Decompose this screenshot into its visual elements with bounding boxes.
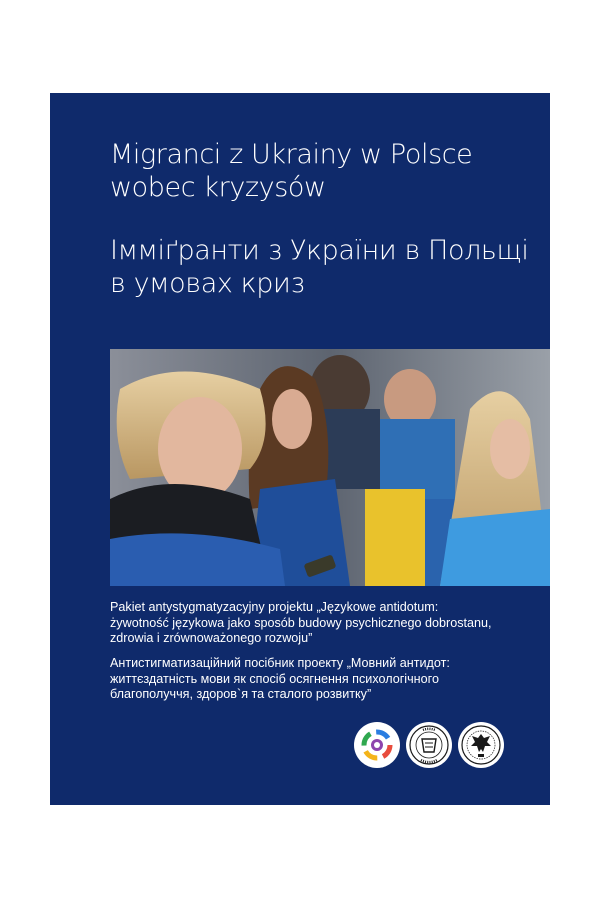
description-ukrainian-line: Антистигматизаційний посібник проекту „Мовний антидот:: [110, 656, 450, 670]
title-polish-line: wobec kryzysów: [110, 172, 326, 203]
description-ukrainian-line: благополуччя, здоров`я та сталого розвитку”: [110, 687, 372, 701]
title-polish: [110, 138, 530, 204]
colorful-ring-logo: [354, 722, 400, 768]
description-ukrainian-line: життєздатність мови як спосіб осягнення психологічного: [110, 671, 439, 686]
description-ukrainian: [110, 656, 528, 703]
crowd-photo-illustration: [110, 349, 550, 586]
wydawnictwo-seal-icon: [408, 724, 450, 766]
title-ukrainian-line: в умовах криз: [110, 268, 305, 299]
description-polish-line: żywotność językowa jako sposób budowy psychicznego dobrostanu,: [110, 615, 492, 630]
description-polish: [110, 600, 528, 647]
description-polish-line: zdrowia i zrównoważonego rozwoju”: [110, 631, 313, 645]
colorful-ring-icon: [357, 725, 397, 765]
title-polish-line: Migranci z Ukrainy w Polsce: [110, 139, 473, 170]
description-polish-line: Pakiet antystygmatyzacyjny projektu „Językowe antidotum:: [110, 600, 439, 614]
cover-photo: [110, 349, 550, 586]
eagle-seal-icon: [460, 724, 502, 766]
wuw-eagle-seal-logo: [458, 722, 504, 768]
title-ukrainian-line: Імміґранти з України в Польщі: [110, 235, 529, 266]
book-cover: [50, 93, 550, 805]
wydawnictwo-logo: [406, 722, 452, 768]
publisher-logos: [354, 722, 544, 770]
title-ukrainian: [110, 234, 530, 300]
